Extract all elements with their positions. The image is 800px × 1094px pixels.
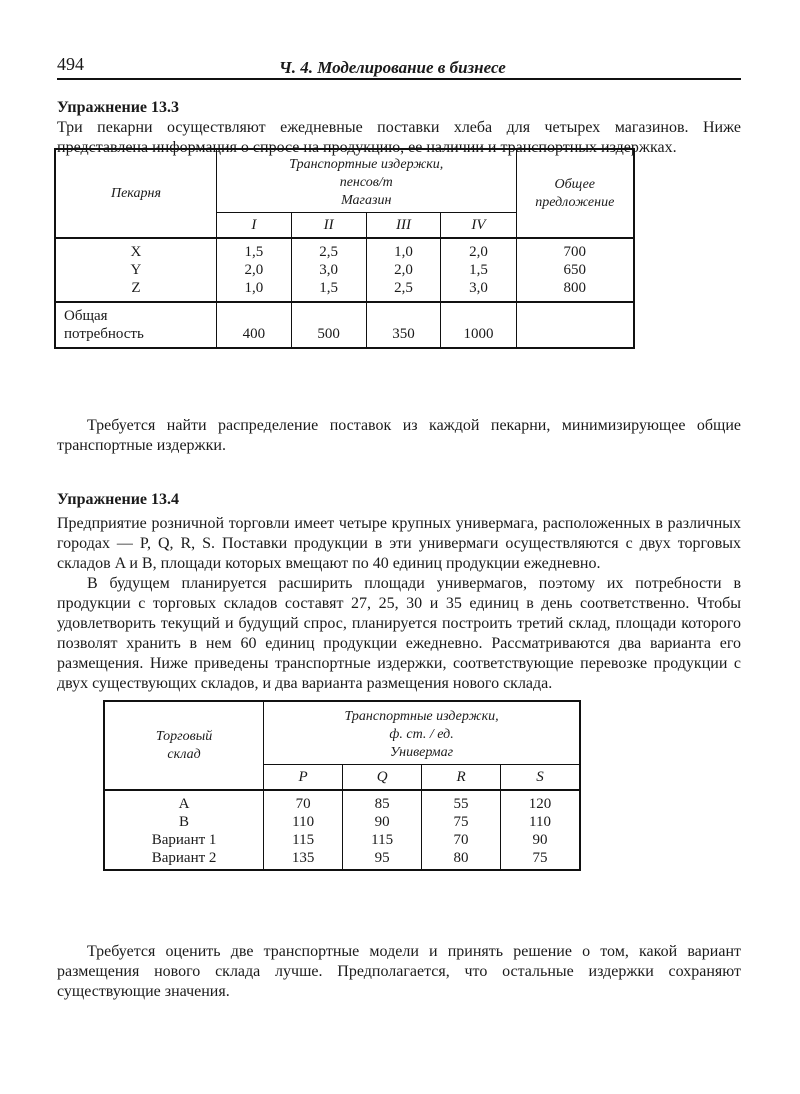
cost-cell: 90	[343, 813, 422, 831]
exercise-13-3-intro: Три пекарни осуществляют ежедневные поставки хлеба для четырех магазинов. Ниже представлена информация о спросе на продукцию, ее наличии и транспортных издержках.	[57, 119, 741, 156]
page-number: 494	[57, 54, 84, 74]
table-row	[104, 831, 580, 849]
store-header: IV	[441, 213, 516, 239]
cost-cell: 115	[264, 831, 343, 849]
cost-cell: 2,0 1,5 3,0	[441, 238, 516, 302]
header-rule	[57, 78, 741, 80]
cost-cell: 110	[500, 813, 580, 831]
supply-cell: 700 650 800	[516, 238, 634, 302]
warehouse-name: A	[178, 796, 190, 812]
exercise-13-4-task: Требуется оценить две транспортные модели и принять решение о том, какой вариант размещения нового склада лучше. Предполагается, что остальные издержки сохраняют существующие значения.	[57, 943, 741, 1000]
exercise-13-4-title: Упражнение 13.4	[57, 491, 180, 508]
store-header: II	[291, 213, 366, 239]
col-costs-header: Транспортные издержки, пенсов/т Магазин	[216, 149, 516, 213]
store-header: S	[500, 765, 580, 791]
store-header: P	[264, 765, 343, 791]
cost-cell: 115	[343, 831, 422, 849]
cost-cell: 1,0 2,0 2,5	[366, 238, 441, 302]
exercise-13-3-title: Упражнение 13.3	[57, 99, 180, 116]
bakery-names-cell: X Y Z	[130, 244, 142, 296]
cost-cell: 55	[422, 790, 501, 813]
cost-cell: 120	[500, 790, 580, 813]
cost-cell: 85	[343, 790, 422, 813]
demand-cell: 400	[216, 302, 291, 348]
cost-cell: 135	[264, 849, 343, 870]
table-row	[55, 238, 634, 302]
demand-cell: 500	[291, 302, 366, 348]
demand-cell: 1000	[441, 302, 516, 348]
empty-cell	[516, 302, 634, 348]
cost-cell: 75	[422, 813, 501, 831]
table-row	[104, 813, 580, 831]
cost-cell: 90	[500, 831, 580, 849]
page-header	[57, 52, 741, 78]
demand-cell: 350	[366, 302, 441, 348]
cost-cell: 70	[422, 831, 501, 849]
table-row	[104, 790, 580, 813]
store-header: Q	[343, 765, 422, 791]
col-costs-header: Транспортные издержки, ф. ст. / ед. Универмаг	[264, 701, 580, 765]
cost-cell: 75	[500, 849, 580, 870]
bakery-transport-table	[54, 148, 635, 349]
warehouse-name: B	[179, 814, 190, 830]
store-header: I	[216, 213, 291, 239]
cost-cell: 95	[343, 849, 422, 870]
total-demand-label: Общая потребность	[55, 302, 216, 348]
warehouse-name: Вариант 1	[151, 832, 217, 848]
warehouse-transport-table	[103, 700, 581, 871]
cost-cell: 2,5 3,0 1,5	[291, 238, 366, 302]
col-supply-header: Общее предложение	[516, 149, 634, 238]
table-row	[104, 849, 580, 870]
cost-cell: 110	[264, 813, 343, 831]
col-bakery-header: Пекарня	[55, 149, 216, 238]
warehouse-name: Вариант 2	[151, 850, 217, 866]
cost-cell: 70	[264, 790, 343, 813]
running-title: Ч. 4. Моделирование в бизнесе	[279, 58, 506, 77]
exercise-13-4-para2: В будущем планируется расширить площади универмагов, поэтому их потребности в продукции с торговых складов составят 27, 25, 30 и 35 единиц в день соответственно. Чтобы удовлетворить текущий и будущий спрос, планируется построить третий склад, площади которого позволят хранить в нем 60 единиц продукции ежедневно. Рассматриваются два варианта его размещения. Ниже приведены транспортные издержки, соответствующие перевозке продукции с двух существующих складов, и два варианта размещения нового склада.	[57, 575, 741, 692]
store-header: III	[366, 213, 441, 239]
col-warehouse-header: Торговый склад	[104, 701, 264, 790]
cost-cell: 1,5 2,0 1,0	[216, 238, 291, 302]
cost-cell: 80	[422, 849, 501, 870]
exercise-13-3-task: Требуется найти распределение поставок из каждой пекарни, минимизирующее общие транспортные издержки.	[57, 417, 741, 454]
total-demand-row	[55, 302, 634, 348]
store-header: R	[422, 765, 501, 791]
exercise-13-4-para1: Предприятие розничной торговли имеет четыре крупных универмага, расположенных в различных городах — P, Q, R, S. Поставки продукции в эти универмаги осуществляются с двух торговых складов A и B, площади которых вмещают по 40 единиц продукции ежедневно.	[57, 515, 741, 572]
